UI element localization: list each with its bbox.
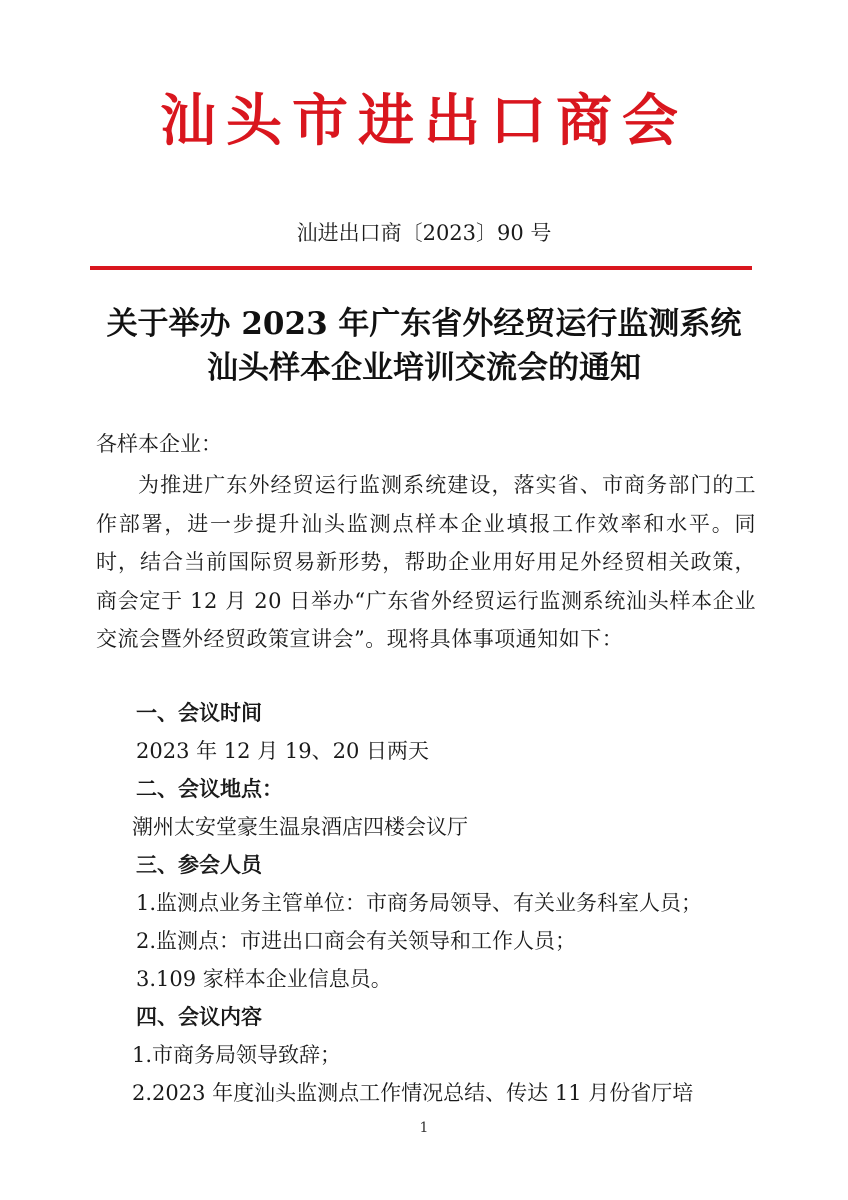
section-meeting-time [96, 694, 756, 770]
section-content: 潮州太安堂豪生温泉酒店四楼会议厅 [132, 815, 468, 839]
list-item: 1.市商务局领导致辞； [132, 1043, 342, 1067]
section-meeting-content [96, 998, 756, 1112]
list-item: 1.监测点业务主管单位：市商务局领导、有关业务科室人员； [136, 891, 703, 915]
page-number: 1 [419, 1120, 429, 1136]
red-divider-line [90, 266, 752, 270]
list-item: 2.监测点：市进出口商会有关领导和工作人员； [136, 929, 577, 953]
document-number: 汕进出口商〔2023〕90 号 [296, 221, 552, 245]
list-item: 3.109 家样本企业信息员。 [136, 967, 392, 991]
section-heading: 一、会议时间 [136, 701, 262, 725]
document-title-line-2: 汕头样本企业培训交流会的通知 [207, 350, 641, 386]
section-heading: 四、会议内容 [136, 1005, 262, 1029]
section-heading: 三、参会人员 [136, 853, 262, 877]
intro-paragraph: 为推进广东外经贸运行监测系统建设，落实省、市商务部门的工作部署，进一步提升汕头监测点样本企业填报工作效率和水平。同时，结合当前国际贸易新形势，帮助企业用好用足外经贸相关政策，商会定于 12 月 20 日举办“广东省外经贸运行监测系统汕头样本企业交流会暨外经贸政策宣讲会”。现将具体事项通知如下： [96, 473, 756, 651]
section-meeting-location [96, 770, 756, 846]
section-attendees [96, 846, 756, 998]
section-content: 2023 年 12 月 19、20 日两天 [136, 739, 429, 763]
section-heading: 二、会议地点： [136, 777, 283, 801]
list-item: 2.2023 年度汕头监测点工作情况总结、传达 11 月份省厅培 [132, 1081, 694, 1105]
salutation: 各样本企业： [96, 432, 222, 456]
document-title [60, 302, 788, 390]
org-header-title: 汕头市进出口商会 [160, 88, 688, 154]
document-title-line-1: 关于举办 2023 年广东省外经贸运行监测系统 [106, 306, 742, 342]
